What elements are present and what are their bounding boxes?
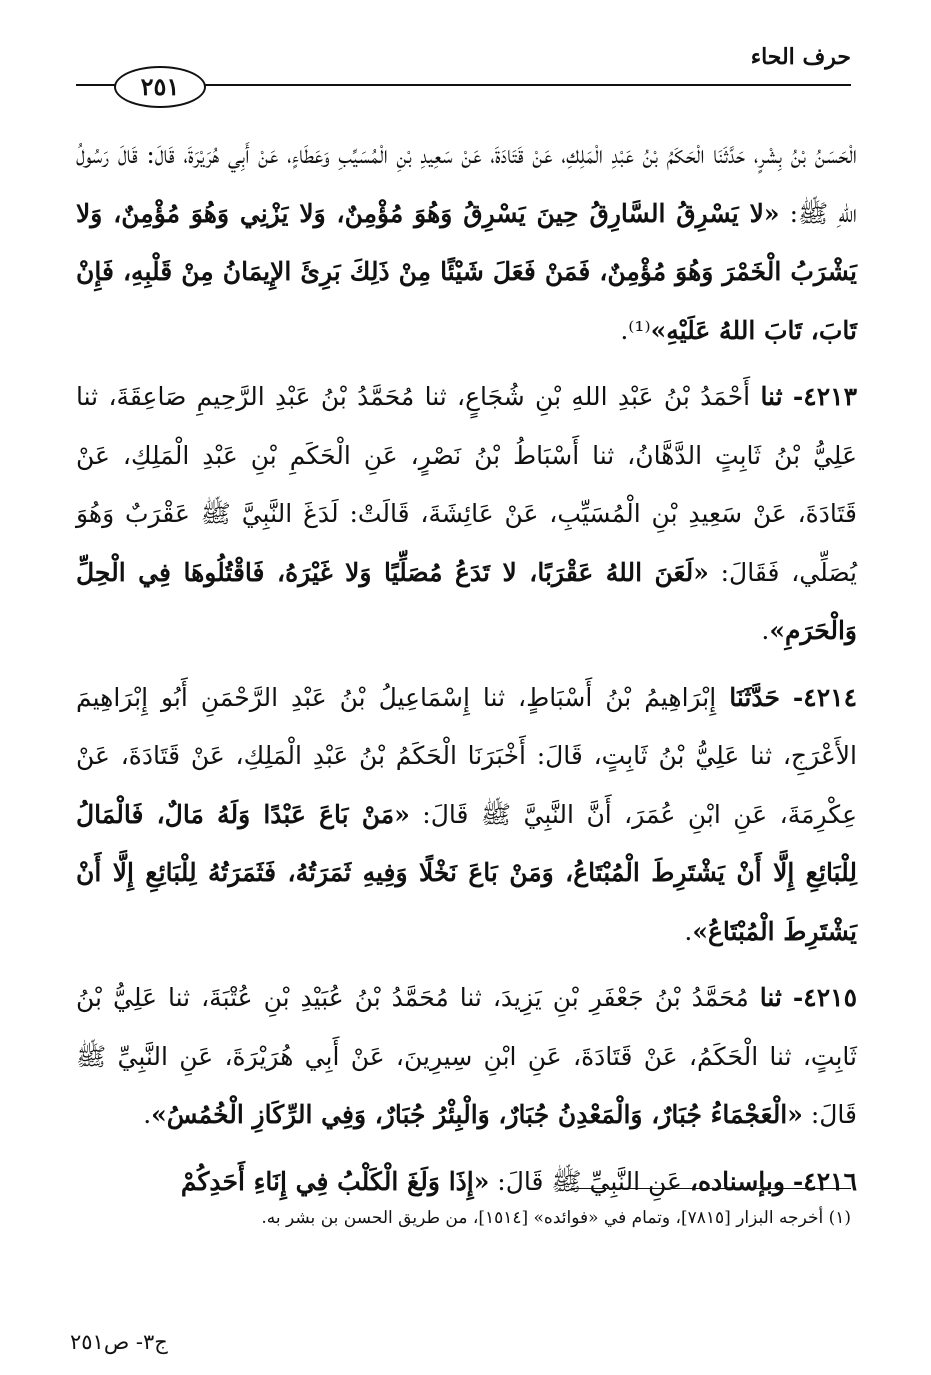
chapter-title: حرف الحاء (750, 44, 851, 70)
header-rule (200, 84, 851, 86)
narration-verb: وبإسناده، (689, 1166, 785, 1196)
narration-verb: حَدَّثَنَا (729, 682, 780, 712)
narration-verb: ثنا (759, 983, 782, 1012)
isnad-chain: مُحَمَّدُ بْنُ جَعْفَرِ بْنِ يَزِيدَ، ثنا مُحَمَّدُ بْنُ عُبَيْدِ بْنِ عُتْبَةَ، ثنا عَلِيُّ بْنُ ثَابِتٍ، ثنا الْحَكَمُ، عَنْ قَتَادَةَ، عَنِ ابْنِ سِيرِينَ، عَنْ أَبِي هُرَيْرَةَ، عَنِ النَّبِيِّ ﷺ قَالَ: (76, 983, 857, 1129)
hadith-number: ٤٢١٣- (792, 382, 857, 411)
hadith-text: «إِذَا وَلَغَ الْكَلْبُ فِي إِنَاءِ أَحَدِكُمْ (180, 1166, 490, 1196)
isnad-chain: الْحَسَنُ بْنُ بِشْرٍ، حَدَّثَنَا الْحَكَمُ بْنُ عَبْدِ الْمَلِكِ، عَنْ قَتَادَةَ، عَنْ سَعِيدِ بْنِ الْمُسَيِّبِ وَعَطَاءٍ، عَنْ أَبِي هُرَيْرَةَ، قَالَ: قَالَ رَسُولُ اللهِ ﷺ: (76, 140, 857, 228)
hadith-number: ٤٢١٦- (792, 1166, 857, 1196)
isnad-chain: عَنِ النَّبِيِّ ﷺ قَالَ: (489, 1166, 690, 1196)
header-rule-left (76, 84, 116, 86)
footnote-separator (571, 1188, 851, 1189)
paragraph-tail: . (684, 916, 693, 946)
isnad-chain: إِبْرَاهِيمُ بْنُ أَسْبَاطٍ، ثنا إِسْمَاعِيلُ بْنُ عَبْدِ الرَّحْمَنِ أَبُو إِبْرَاهِيمَ الأَعْرَجِ، ثنا عَلِيُّ بْنُ ثَابِتٍ، قَالَ: أَخْبَرَنَا الْحَكَمُ بْنُ عَبْدِ الْمَلِكِ، عَنْ قَتَادَةَ، عَنْ عِكْرِمَةَ، عَنِ ابْنِ عُمَرَ، أَنَّ النَّبِيَّ ﷺ قَالَ: (76, 682, 858, 829)
isnad-chain: أَحْمَدُ بْنُ عَبْدِ اللهِ بْنِ شُجَاعٍ، ثنا مُحَمَّدُ بْنُ عَبْدِ الرَّحِيمِ صَاعِقَةَ، ثنا عَلِيُّ بْنُ ثَابِتٍ الدَّهَّانُ، ثنا أَسْبَاطُ بْنُ نَصْرٍ، عَنِ الْحَكَمِ بْنِ عَبْدِ الْمَلِكِ، عَنْ قَتَادَةَ، عَنْ سَعِيدِ بْنِ الْمُسَيِّبِ، عَنْ عَائِشَةَ، قَالَتْ: لَدَغَ النَّبِيَّ ﷺ عَقْرَبٌ وَهُوَ يُصَلِّي، فَقَالَ: (76, 382, 858, 587)
hadith-paragraph (76, 669, 857, 962)
narration-verb: ثنا (760, 382, 783, 411)
paragraph-tail: ⁽¹⁾. (620, 315, 651, 345)
hadith-paragraph (76, 368, 857, 661)
paragraph-tail: . (143, 1100, 152, 1129)
hadith-text: «لا يَسْرِقُ السَّارِقُ حِينَ يَسْرِقُ وَهُوَ مُؤْمِنٌ، وَلا يَزْنِي وَهُوَ مُؤْمِنٌ، وَلا يَشْرَبُ الْخَمْرَ وَهُوَ مُؤْمِنٌ، فَمَنْ فَعَلَ شَيْئًا مِنْ ذَلِكَ بَرِئَ الإِيمَانُ مِنْ قَلْبِهِ، فَإِنْ تَابَ، تَابَ اللهُ عَلَيْهِ» (76, 198, 857, 345)
hadith-number: ٤٢١٥- (792, 983, 857, 1012)
hadith-text: «الْعَجْمَاءُ جُبَارٌ، وَالْمَعْدِنُ جُبَارٌ، وَالْبِئْرُ جُبَارٌ، وَفِي الرِّكَازِ الْخُمُسُ» (151, 1100, 803, 1129)
hadith-text: «لَعَنَ اللهُ عَقْرَبًا، لا تَدَعُ مُصَلِّيًا وَلا غَيْرَهُ، فَاقْتُلُوهَا فِي الْحِلِّ وَالْحَرَمِ» (76, 557, 857, 645)
hadith-paragraph (76, 1153, 857, 1212)
page-number-badge: ٢٥١ (114, 66, 206, 108)
hadith-paragraph (76, 969, 857, 1145)
footnote: (١) أخرجه البزار [٧٨١٥]، وتمام في «فوائده» [١٥١٤]، من طريق الحسن بن بشر به. (261, 1208, 851, 1228)
hadith-paragraph (76, 126, 857, 360)
hadith-text: «مَنْ بَاعَ عَبْدًا وَلَهُ مَالٌ، فَالْمَالُ لِلْبَائِعِ إِلَّا أَنْ يَشْتَرِطَ الْمُبْتَاعُ، وَمَنْ بَاعَ نَخْلًا وَفِيهِ ثَمَرَتُهُ، فَثَمَرَتُهُ لِلْبَائِعِ إِلَّا أَنْ يَشْتَرِطَ الْمُبْتَاعُ» (76, 799, 857, 946)
paragraph-tail: . (761, 616, 770, 645)
page-body (76, 126, 857, 1219)
volume-page-reference: ج٣- ص٢٥١ (70, 1330, 168, 1354)
hadith-number: ٤٢١٤- (792, 682, 857, 712)
